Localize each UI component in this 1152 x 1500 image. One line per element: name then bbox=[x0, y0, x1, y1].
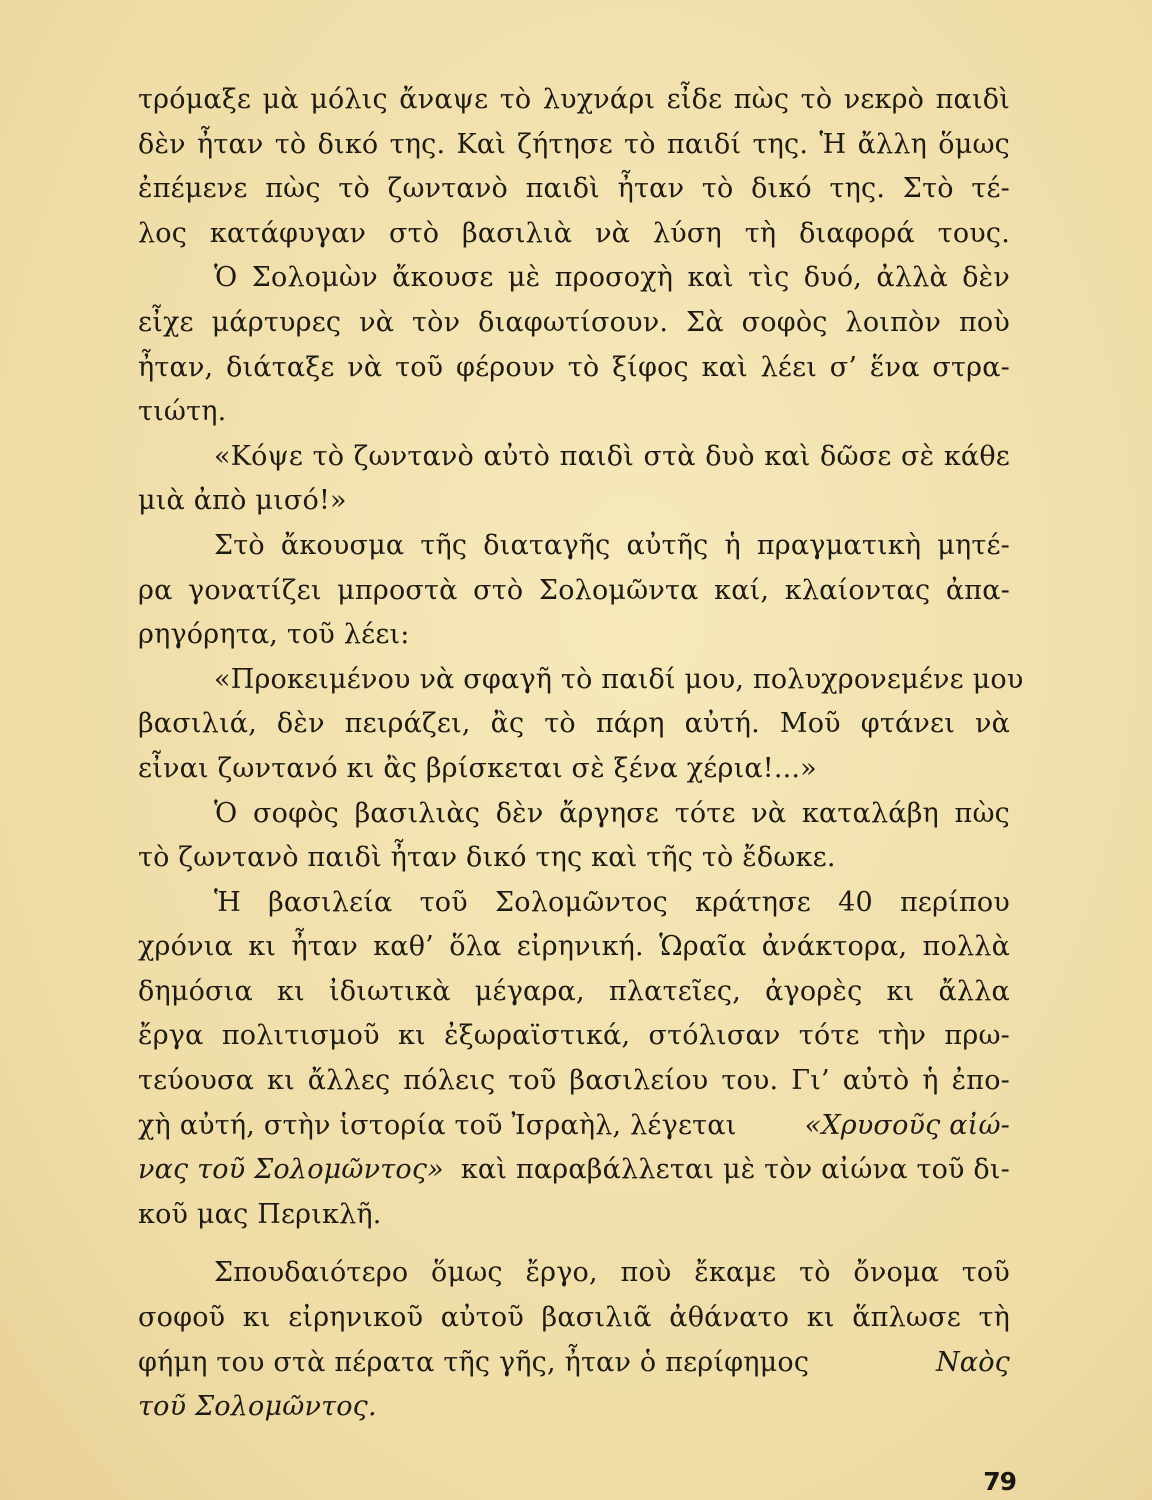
text-line: τεύουσα κι ἄλλες πόλεις τοῦ βασιλείου του. Γι’ αὐτὸ ἡ ἐπο- bbox=[138, 1065, 1010, 1097]
text-line bbox=[138, 1341, 1010, 1386]
text-span: καὶ παραβάλλεται μὲ τὸν αἰώνα τοῦ δι- bbox=[460, 1154, 1010, 1186]
italic-title: Ναὸς bbox=[935, 1346, 1010, 1378]
text-line: «Προκειμένου νὰ σφαγῆ τὸ παιδί μου, πολυχρονεμένε μου bbox=[214, 663, 1024, 695]
text-line: δημόσια κι ἰδιωτικὰ μέγαρα, πλατεῖες, ἀγορὲς κι ἄλλα bbox=[138, 975, 1010, 1007]
text-line: χρόνια κι ἦταν καθ’ ὅλα εἰρηνική. Ὡραῖα ἀνάκτορα, πολλὰ bbox=[138, 931, 1010, 963]
text-line: λος κατάφυγαν στὸ βασιλιὰ νὰ λύση τὴ διαφορά τους. bbox=[138, 217, 1010, 249]
text-line: ρηγόρητα, τοῦ λέει: bbox=[138, 619, 410, 651]
text-line: κοῦ μας Περικλῆ. bbox=[138, 1198, 382, 1230]
text-line: Ὁ σοφὸς βασιλιὰς δὲν ἄργησε τότε νὰ καταλάβη πὼς bbox=[214, 797, 1010, 829]
text-line: τοῦ Σολομῶντος. bbox=[138, 1391, 377, 1423]
text-line: Στὸ ἄκουσμα τῆς διαταγῆς αὐτῆς ἡ πραγματικὴ μητέ- bbox=[214, 529, 1010, 561]
text-line: μιὰ ἀπὸ μισό!» bbox=[138, 485, 347, 517]
text-span: χὴ αὐτή, στὴν ἱστορία τοῦ Ἰσραὴλ, λέγεται bbox=[138, 1109, 737, 1141]
text-line: ἔργα πολιτισμοῦ κι ἐξωραϊστικά, στόλισαν τότε τὴν πρω- bbox=[138, 1020, 1010, 1052]
text-line: «Κόψε τὸ ζωντανὸ αὐτὸ παιδὶ στὰ δυὸ καὶ δῶσε σὲ κάθε bbox=[214, 440, 1010, 472]
italic-title: «Χρυσοῦς αἰώ- bbox=[804, 1109, 1010, 1141]
page-number: 79 bbox=[983, 1467, 1016, 1496]
text-line bbox=[138, 1104, 1010, 1149]
text-span: φήμη του στὰ πέρατα τῆς γῆς, ἦταν ὁ περίφημος bbox=[138, 1346, 810, 1378]
text-line: τιώτη. bbox=[138, 396, 227, 428]
italic-title: νας τοῦ Σολομῶντος» bbox=[138, 1154, 444, 1186]
text-line: τὸ ζωντανὸ παιδὶ ἦταν δικό της καὶ τῆς τὸ ἔδωκε. bbox=[138, 842, 836, 874]
text-line: εἶχε μάρτυρες νὰ τὸν διαφωτίσουν. Σὰ σοφὸς λοιπὸν ποὺ bbox=[138, 306, 1010, 338]
body-text bbox=[138, 78, 1024, 1430]
text-line: βασιλιά, δὲν πειράζει, ἂς τὸ πάρη αὐτή. Μοῦ φτάνει νὰ bbox=[138, 708, 1010, 740]
text-line: ἦταν, διάταξε νὰ τοῦ φέρουν τὸ ξίφος καὶ λέει σ’ ἕνα στρα- bbox=[138, 351, 1010, 383]
text-line: τρόμαξε μὰ μόλις ἄναψε τὸ λυχνάρι εἶδε πὼς τὸ νεκρὸ παιδὶ bbox=[138, 84, 1010, 115]
text-line: σοφοῦ κι εἰρηνικοῦ αὐτοῦ βασιλιᾶ ἀθάνατο κι ἅπλωσε τὴ bbox=[138, 1302, 1010, 1334]
text-line: δὲν ἦταν τὸ δικό της. Καὶ ζήτησε τὸ παιδί της. Ἡ ἄλλη ὅμως bbox=[138, 128, 1010, 160]
text-line bbox=[138, 1148, 1010, 1193]
text-line: Ὁ Σολομὼν ἄκουσε μὲ προσοχὴ καὶ τὶς δυό, ἀλλὰ δὲν bbox=[214, 262, 1010, 294]
text-line: Ἡ βασιλεία τοῦ Σολομῶντος κράτησε 40 περίπου bbox=[214, 886, 1010, 918]
text-line: εἶναι ζωντανό κι ἂς βρίσκεται σὲ ξένα χέρια!...» bbox=[138, 752, 817, 784]
text-line: ρα γονατίζει μπροστὰ στὸ Σολομῶντα καί, κλαίοντας ἀπα- bbox=[138, 574, 1010, 606]
text-line: ἐπέμενε πὼς τὸ ζωντανὸ παιδὶ ἦταν τὸ δικό της. Στὸ τέ- bbox=[138, 173, 1010, 205]
text-line: Σπουδαιότερο ὅμως ἔργο, ποὺ ἔκαμε τὸ ὄνομα τοῦ bbox=[214, 1257, 1010, 1289]
